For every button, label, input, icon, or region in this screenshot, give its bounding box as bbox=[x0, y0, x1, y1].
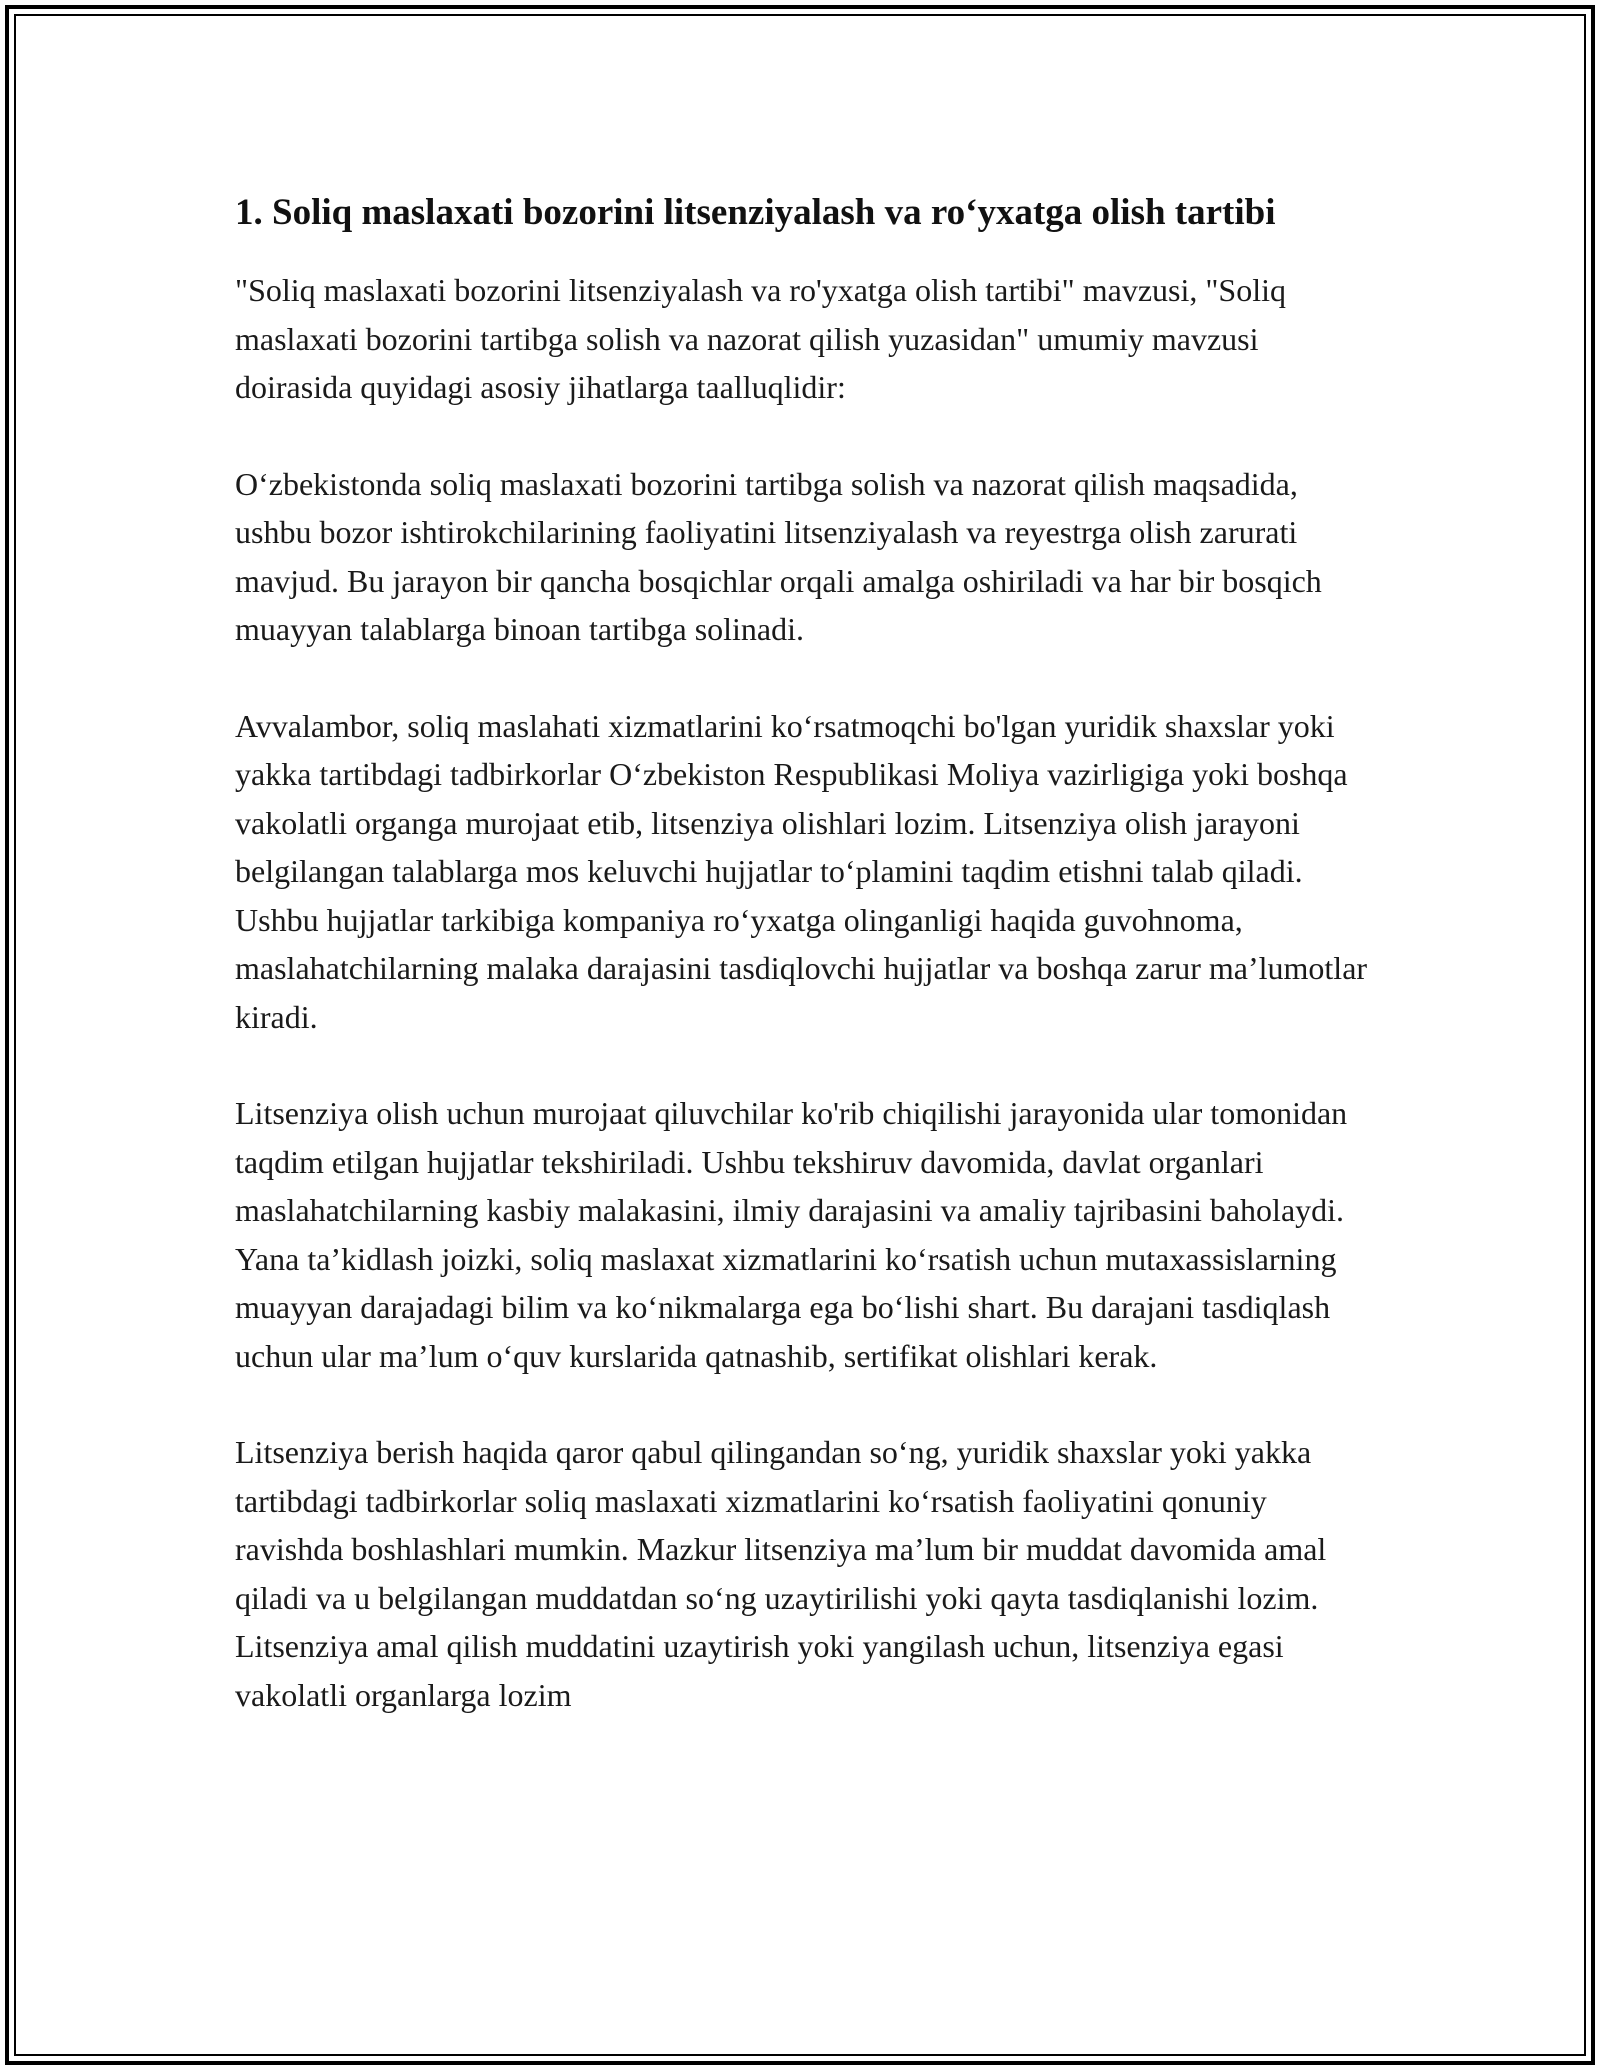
document-body bbox=[235, 186, 1370, 1767]
paragraph-3: Avvalambor, soliq maslahati xizmatlarini ko‘rsatmoqchi bo'lgan yuridik shaxslar yoki yakka tartibdagi tadbirkorlar O‘zbekiston Respublikasi Moliya vazirligiga yoki boshqa vakolatli organga murojaat etib, litsenziya olishlari lozim. Litsenziya olish jarayoni belgilangan talablarga mos keluvchi hujjatlar to‘plamini taqdim etishni talab qiladi. Ushbu hujjatlar tarkibiga kompaniya ro‘yxatga olinganligi haqida guvohnoma, maslahatchilarning malaka darajasini tasdiqlovchi hujjatlar va boshqa zarur ma’lumotlar kiradi. bbox=[235, 707, 1368, 1035]
paragraph-5: Litsenziya berish haqida qaror qabul qilingandan so‘ng, yuridik shaxslar yoki yakka tartibdagi tadbirkorlar soliq maslaxati xizmatlarini ko‘rsatish faoliyatini qonuniy ravishda boshlashlari mumkin. Mazkur litsenziya ma’lum bir muddat davomida amal qiladi va u belgilangan muddatdan so‘ng uzaytirilishi yoki qayta tasdiqlanishi lozim. Litsenziya amal qilish muddatini uzaytirish yoki yangilash uchun, litsenziya egasi vakolatli organlarga lozim bbox=[235, 1434, 1327, 1713]
paragraph-1: "Soliq maslaxati bozorini litsenziyalash va ro'yxatga olish tartibi" mavzusi, "Soliq maslaxati bozorini tartibga solish va nazorat qilish yuzasidan" umumiy mavzusi doirasida quyidagi asosiy jihatlarga taalluqlidir: bbox=[235, 272, 1286, 405]
section-heading: 1. Soliq maslaxati bozorini litsenziyalash va ro‘yxatga olish tartibi bbox=[235, 192, 1276, 233]
paragraph-2: O‘zbekistonda soliq maslaxati bozorini tartibga solish va nazorat qilish maqsadida, ushbu bozor ishtirokchilarining faoliyatini litsenziyalash va reyestrga olish zarurati mavjud. Bu jarayon bir qancha bosqichlar orqali amalga oshiriladi va har bir bosqich muayyan talablarga binoan tartibga solinadi. bbox=[235, 465, 1322, 647]
paragraph-4: Litsenziya olish uchun murojaat qiluvchilar ko'rib chiqilishi jarayonida ular tomonidan taqdim etilgan hujjatlar tekshiriladi. Ushbu tekshiruv davomida, davlat organlari maslahatchilarning kasbiy malakasini, ilmiy darajasini va amaliy tajribasini baholaydi. Yana ta’kidlash joizki, soliq maslaxat xizmatlarini ko‘rsatish uchun mutaxassislarning muayyan darajadagi bilim va ko‘nikmalarga ega bo‘lishi shart. Bu darajani tasdiqlash uchun ular ma’lum o‘quv kurslarida qatnashib, sertifikat olishlari kerak. bbox=[235, 1095, 1348, 1374]
